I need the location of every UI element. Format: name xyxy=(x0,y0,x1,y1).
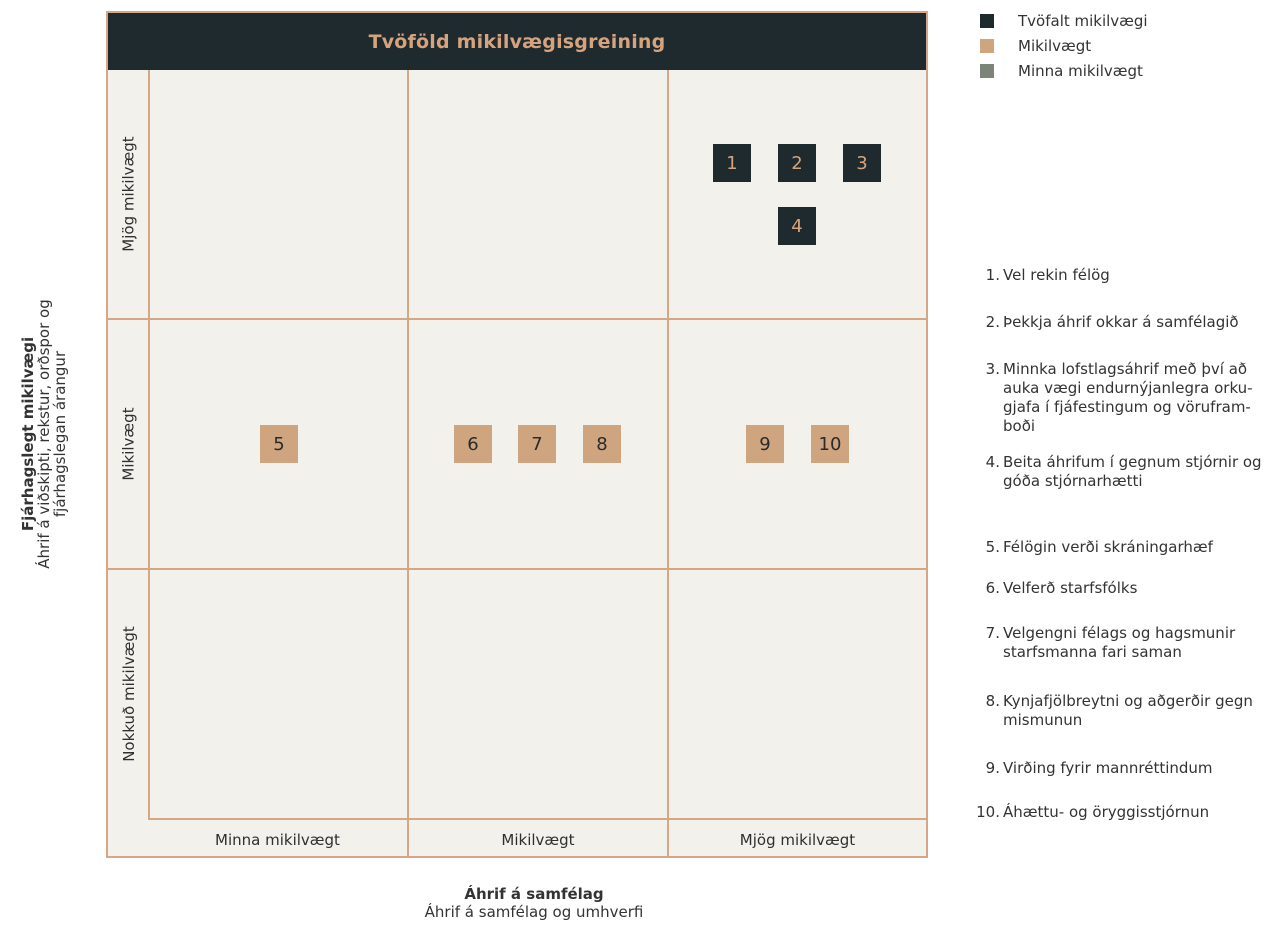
topic-box-9: 9 xyxy=(746,425,784,463)
list-item-number: 10. xyxy=(976,803,1000,821)
list-item xyxy=(968,803,1285,822)
list-item-number: 5. xyxy=(985,538,1000,556)
grid-line-h xyxy=(148,818,926,820)
list-item xyxy=(968,538,1285,557)
list-item xyxy=(968,266,1285,285)
list-item-number: 9. xyxy=(985,759,1000,777)
list-item-text: Félögin verði skráningarhæf xyxy=(1003,538,1213,556)
list-item-number: 2. xyxy=(985,313,1000,331)
topic-box-6: 6 xyxy=(454,425,492,463)
topic-box-10: 10 xyxy=(811,425,849,463)
x-axis-subtitle: Áhrif á samfélag og umhverfi xyxy=(424,903,644,921)
list-item-text: Virðing fyrir mannréttindum xyxy=(1003,759,1213,777)
row-label-important: Mikilvægt xyxy=(119,407,138,481)
column-label-very-important: Mjög mikilvægt xyxy=(739,831,856,849)
list-item xyxy=(968,453,1285,491)
row-label-very-important: Mjög mikilvægt xyxy=(119,136,138,252)
legend xyxy=(980,8,1148,83)
topic-box-1: 1 xyxy=(713,144,751,182)
list-item-text: Þekkja áhrif okkar á samfélagið xyxy=(1003,313,1239,331)
y-axis-subtitle-2: fjárhagslegan árangur xyxy=(51,350,69,518)
list-item xyxy=(968,624,1285,662)
column-label-less-important: Minna mikilvægt xyxy=(215,831,340,849)
topic-box-7: 7 xyxy=(518,425,556,463)
grid-line-v xyxy=(667,70,669,858)
topic-box-5: 5 xyxy=(260,425,298,463)
grid-line-v xyxy=(407,70,409,858)
legend-swatch xyxy=(980,14,994,28)
list-item-text: Minnka lofstlagsáhrif með því að auka vægi endurnýjanlegra orku-gjafa í fjáfestingum og vörufram-boði xyxy=(1003,360,1253,435)
matrix-title: Tvöföld mikilvægisgreining xyxy=(368,30,666,53)
x-axis-title-bold: Áhrif á samfélag xyxy=(464,885,604,903)
list-item-text: Vel rekin félög xyxy=(1003,266,1110,284)
list-item-number: 3. xyxy=(985,360,1000,378)
list-item-number: 6. xyxy=(985,579,1000,597)
list-item xyxy=(968,360,1263,436)
list-item-number: 7. xyxy=(985,624,1000,642)
row-label-somewhat-important: Nokkuð mikilvægt xyxy=(119,626,138,762)
list-item-text: Velgengni félags og hagsmunir starfsmanna fari saman xyxy=(1003,624,1236,661)
x-axis-title xyxy=(384,885,684,921)
legend-swatch xyxy=(980,64,994,78)
topic-box-8: 8 xyxy=(583,425,621,463)
legend-swatch xyxy=(980,39,994,53)
grid-line-h xyxy=(108,318,926,320)
column-label-important: Mikilvægt xyxy=(501,831,575,849)
list-item xyxy=(968,759,1285,778)
list-item-number: 8. xyxy=(985,692,1000,710)
list-item-text: Kynjafjölbreytni og aðgerðir gegn mismunun xyxy=(1003,692,1253,729)
topic-box-2: 2 xyxy=(778,144,816,182)
y-axis-title-bold: Fjárhagslegt mikilvægi xyxy=(19,336,37,532)
legend-item-double: Tvöfalt mikilvægi xyxy=(980,8,1148,33)
list-item-text: Beita áhrifum í gegnum stjórnir og góða stjórnarhætti xyxy=(1003,453,1262,490)
list-item xyxy=(968,313,1285,332)
legend-item-less: Minna mikilvægt xyxy=(980,58,1148,83)
list-item-number: 4. xyxy=(985,453,1000,471)
legend-item-material: Mikilvægt xyxy=(980,33,1148,58)
materiality-matrix xyxy=(106,11,928,858)
grid-line-h xyxy=(108,568,926,570)
topic-box-3: 3 xyxy=(843,144,881,182)
list-item xyxy=(968,692,1285,730)
matrix-header xyxy=(108,13,926,70)
list-item-number: 1. xyxy=(985,266,1000,284)
y-axis-subtitle-1: Áhrif á viðskipti, rekstur, orðspor og xyxy=(35,299,53,569)
list-item xyxy=(968,579,1285,598)
list-item-text: Áhættu- og öryggisstjórnun xyxy=(1003,803,1210,821)
topic-box-4: 4 xyxy=(778,207,816,245)
list-item-text: Velferð starfsfólks xyxy=(1003,579,1138,597)
